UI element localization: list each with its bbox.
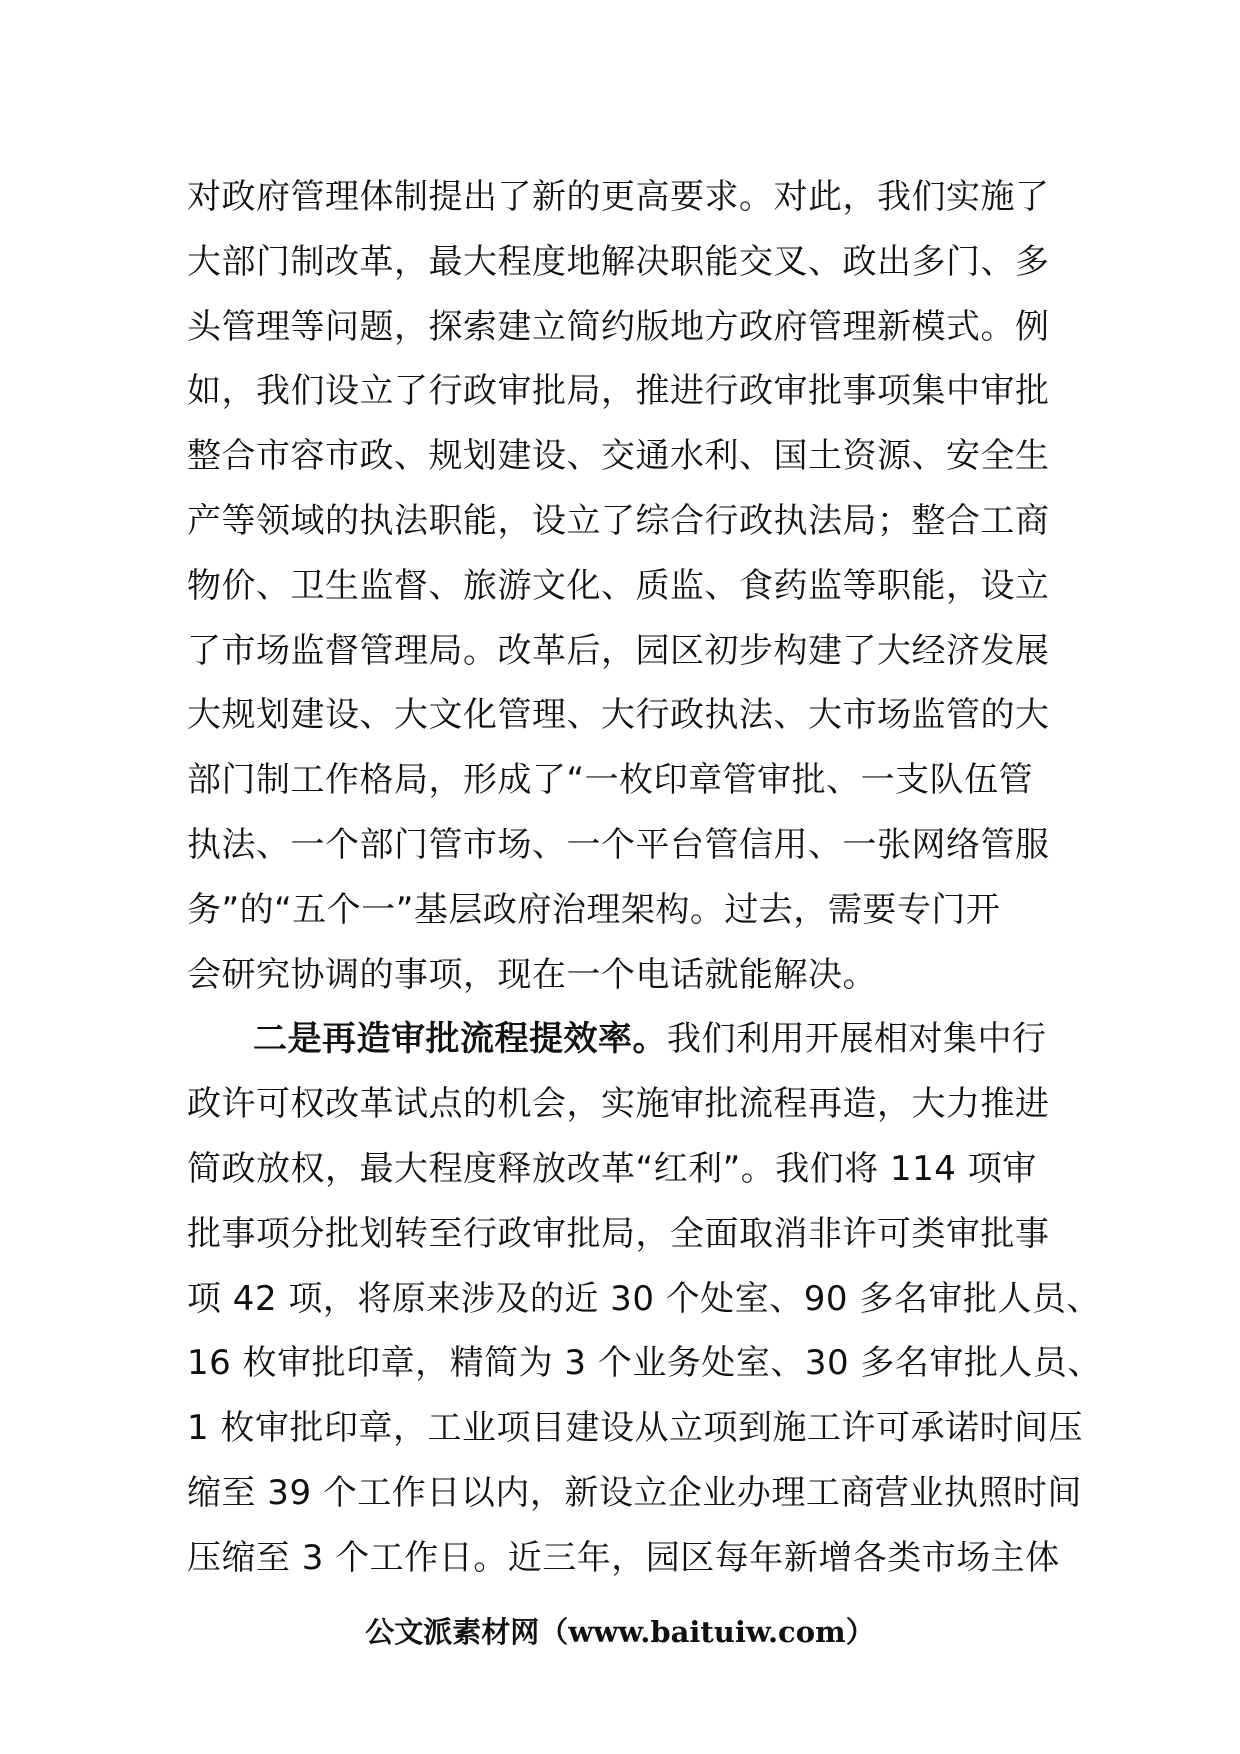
- paragraph-line: 如，我们设立了行政审批局，推进行政审批事项集中审批: [187, 371, 1050, 412]
- paragraph-line: 政许可权改革试点的机会，实施审批流程再造，大力推进: [187, 1084, 1050, 1125]
- document-body: [187, 165, 1102, 1591]
- paragraph-line: 对政府管理体制提出了新的更高要求。对此，我们实施了: [187, 177, 1050, 217]
- section-heading-rest: 我们利用开展相对集中行: [667, 1019, 1047, 1060]
- paragraph-line: 大规划建设、大文化管理、大行政执法、大市场监管的大: [187, 695, 1050, 736]
- paragraph-line: 项 42 项，将原来涉及的近 30 个处室、90 多名审批人员、: [187, 1278, 1101, 1319]
- section-heading-line: [187, 1007, 1087, 1072]
- paragraph-line: 部门制工作格局，形成了“一枚印章管审批、一支队伍管: [187, 760, 1034, 801]
- paragraph-line: 大部门制改革，最大程度地解决职能交叉、政出多门、多: [187, 241, 1050, 282]
- paragraph-line: 物价、卫生监督、旅游文化、质监、食药监等职能，设立: [187, 565, 1050, 606]
- paragraph-line: 压缩至 3 个工作日。近三年，园区每年新增各类市场主体: [187, 1537, 1060, 1578]
- paragraph-line: 简政放权，最大程度释放改革“红利”。我们将 114 项审: [187, 1148, 1037, 1189]
- paragraph-line: 务”的“五个一”基层政府治理架构。过去，需要专门开: [187, 889, 1001, 930]
- paragraph-line: 头管理等问题，探索建立简约版地方政府管理新模式。例: [187, 306, 1050, 347]
- paragraph-line: 缩至 39 个工作日以内，新设立企业办理工商营业执照时间: [187, 1472, 1082, 1513]
- paragraph-line: 1 枚审批印章，工业项目建设从立项到施工许可承诺时间压: [187, 1408, 1083, 1449]
- section-heading: 二是再造审批流程提效率。: [253, 1019, 667, 1060]
- paragraph-line: 执法、一个部门管市场、一个平台管信用、一张网络管服: [187, 824, 1050, 865]
- paragraph-line: 16 枚审批印章，精简为 3 个业务处室、30 多名审批人员、: [187, 1343, 1102, 1384]
- paragraph-line: 产等领域的执法职能，设立了综合行政执法局；整合工商: [187, 500, 1050, 541]
- paragraph-line: 批事项分批划转至行政审批局，全面取消非许可类审批事: [187, 1213, 1050, 1254]
- paragraph-line: 了市场监督管理局。改革后，园区初步构建了大经济发展: [187, 630, 1050, 671]
- paragraph-line: 整合市容市政、规划建设、交通水利、国土资源、安全生: [187, 436, 1050, 477]
- footer-source: 公文派素材网（www.baituiw.com）: [365, 1615, 875, 1649]
- paragraph-line: 会研究协调的事项，现在一个电话就能解决。: [187, 954, 877, 995]
